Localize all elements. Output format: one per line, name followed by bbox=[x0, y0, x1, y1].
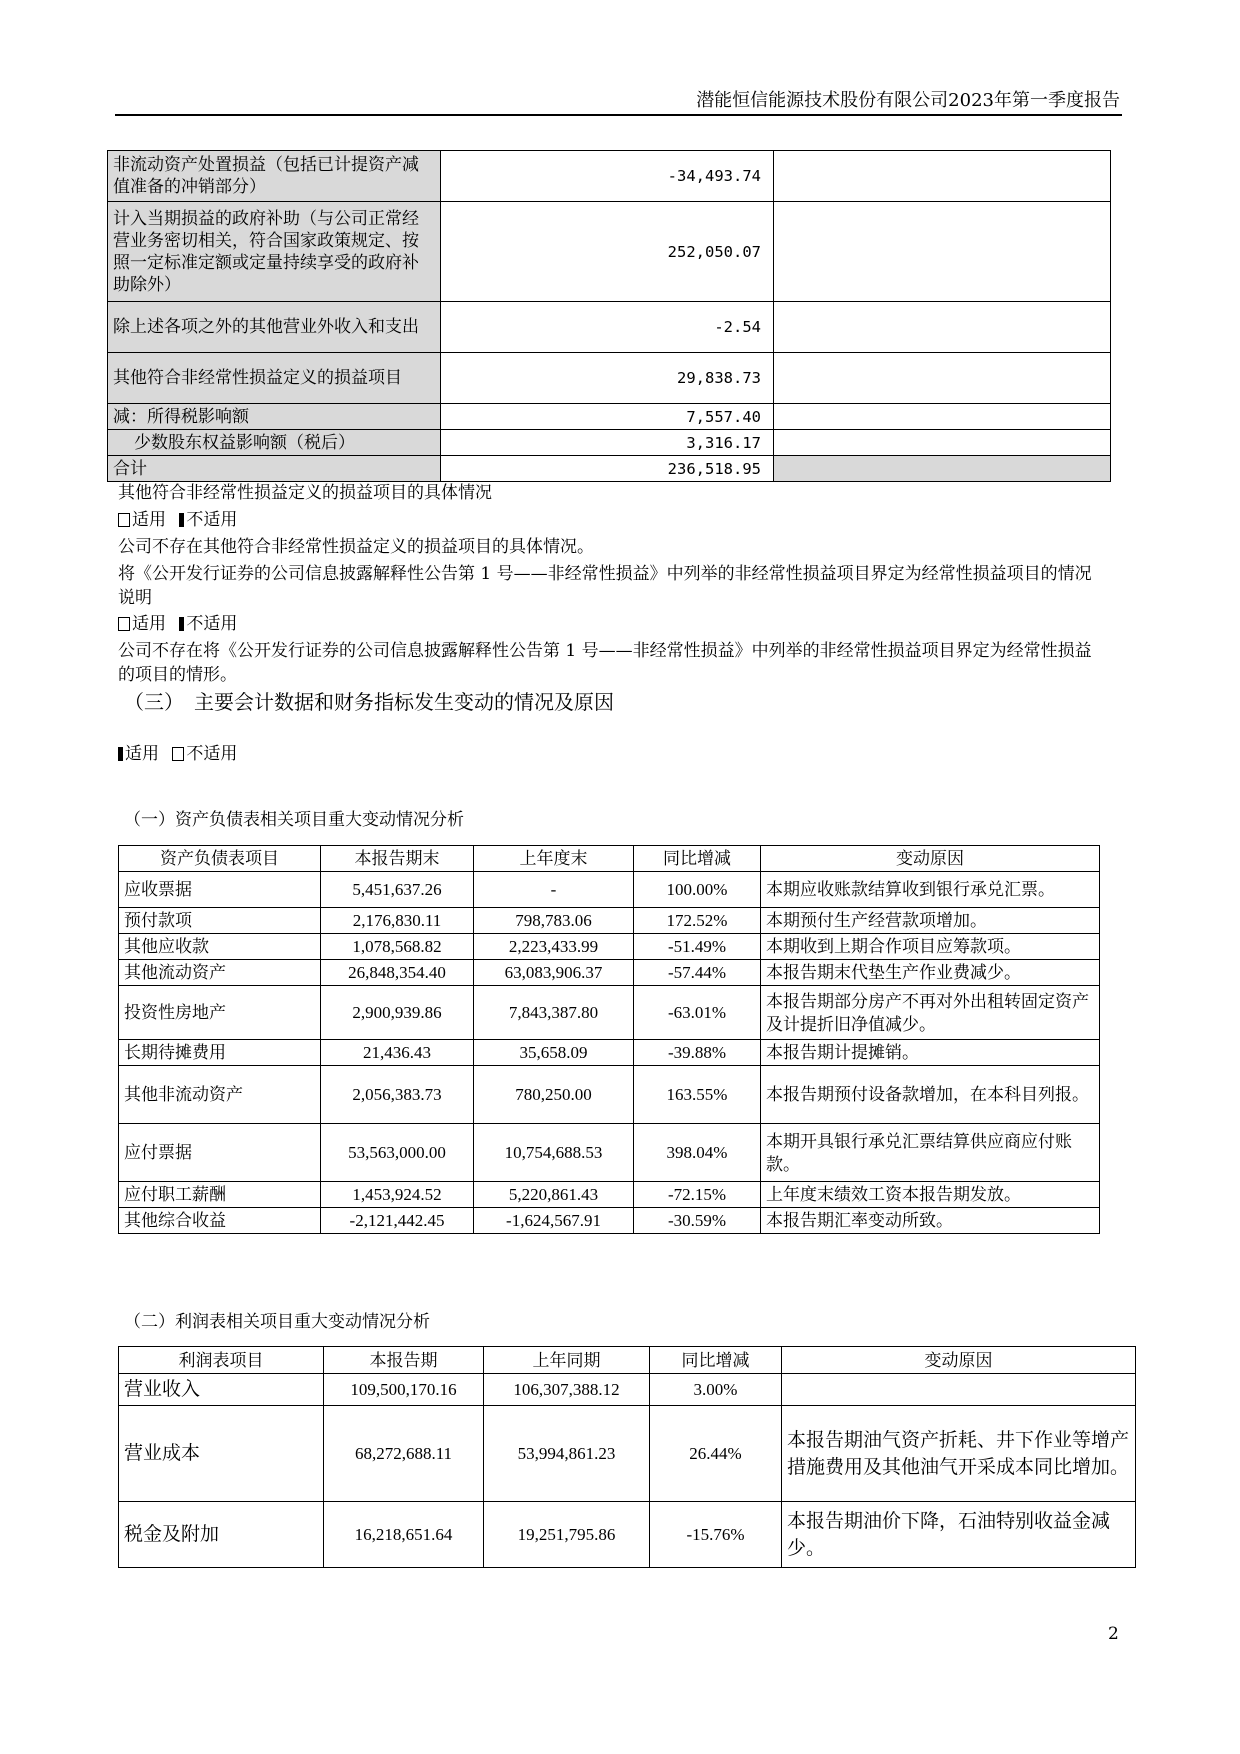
note-cell bbox=[774, 302, 1111, 353]
table-row bbox=[108, 353, 1111, 404]
prior-cell: 10,754,688.53 bbox=[474, 1124, 634, 1182]
current-cell: -2,121,442.45 bbox=[321, 1208, 474, 1234]
prior-cell: 7,843,387.80 bbox=[474, 986, 634, 1040]
change-cell: -51.49% bbox=[634, 934, 761, 960]
current-cell: 2,056,383.73 bbox=[321, 1066, 474, 1124]
reason-cell: 本期开具银行承兑汇票结算供应商应付账款。 bbox=[761, 1124, 1100, 1182]
prior-cell: - bbox=[474, 872, 634, 908]
subsection-heading: （二）利润表相关项目重大变动情况分析 bbox=[124, 1312, 430, 1332]
note-cell bbox=[774, 151, 1111, 202]
current-cell: 1,453,924.52 bbox=[321, 1182, 474, 1208]
item-cell: 其他非流动资产 bbox=[119, 1066, 321, 1124]
item-cell: 税金及附加 bbox=[119, 1502, 324, 1568]
prior-cell: 53,994,861.23 bbox=[484, 1406, 650, 1502]
item-cell: 减：所得税影响额 bbox=[108, 404, 441, 430]
current-cell: 68,272,688.11 bbox=[324, 1406, 484, 1502]
item-cell: 应付职工薪酬 bbox=[119, 1182, 321, 1208]
note-cell bbox=[774, 353, 1111, 404]
section-heading: （三） 主要会计数据和财务指标发生变动的情况及原因 bbox=[124, 690, 614, 714]
reason-cell: 本期收到上期合作项目应筹款项。 bbox=[761, 934, 1100, 960]
reason-cell: 上年度末绩效工资本报告期发放。 bbox=[761, 1182, 1100, 1208]
not-applicable-checkbox[interactable] bbox=[179, 617, 184, 631]
reason-cell: 本报告期部分房产不再对外出租转固定资产及计提折旧净值减少。 bbox=[761, 986, 1100, 1040]
item-cell: 长期待摊费用 bbox=[119, 1040, 321, 1066]
current-cell: 5,451,637.26 bbox=[321, 872, 474, 908]
income-statement-table bbox=[118, 1346, 1136, 1568]
table-row bbox=[119, 1124, 1100, 1182]
table-row bbox=[119, 934, 1100, 960]
current-cell: 2,176,830.11 bbox=[321, 908, 474, 934]
reason-cell: 本报告期油价下降，石油特别收益金减少。 bbox=[782, 1502, 1136, 1568]
change-cell: 163.55% bbox=[634, 1066, 761, 1124]
balance-sheet-table bbox=[118, 845, 1100, 1234]
item-cell: 应付票据 bbox=[119, 1124, 321, 1182]
item-cell: 应收票据 bbox=[119, 872, 321, 908]
change-cell: -57.44% bbox=[634, 960, 761, 986]
prior-cell: 35,658.09 bbox=[474, 1040, 634, 1066]
item-cell: 其他应收款 bbox=[119, 934, 321, 960]
not-applicable-label: 不适用 bbox=[186, 510, 238, 530]
change-cell: -30.59% bbox=[634, 1208, 761, 1234]
paragraph-no-other-items: 公司不存在其他符合非经常性损益定义的损益项目的具体情况。 bbox=[118, 537, 594, 557]
reason-cell bbox=[782, 1374, 1136, 1406]
table-row bbox=[119, 908, 1100, 934]
table-row bbox=[119, 1406, 1136, 1502]
not-applicable-label: 不适用 bbox=[186, 614, 238, 634]
item-cell: 其他流动资产 bbox=[119, 960, 321, 986]
prior-cell: 780,250.00 bbox=[474, 1066, 634, 1124]
page-number: 2 bbox=[1108, 1624, 1119, 1644]
table-row bbox=[119, 1040, 1100, 1066]
applicable-label: 适用 bbox=[132, 614, 166, 634]
prior-cell: 106,307,388.12 bbox=[484, 1374, 650, 1406]
table-row bbox=[119, 1502, 1136, 1568]
column-header: 本报告期末 bbox=[321, 846, 474, 872]
reason-cell: 本期预付生产经营款项增加。 bbox=[761, 908, 1100, 934]
table-row-total bbox=[108, 456, 1111, 482]
prior-cell: 19,251,795.86 bbox=[484, 1502, 650, 1568]
change-cell: 398.04% bbox=[634, 1124, 761, 1182]
reason-cell: 本报告期油气资产折耗、井下作业等增产措施费用及其他油气开采成本同比增加。 bbox=[782, 1406, 1136, 1502]
note-cell bbox=[774, 456, 1111, 482]
table-row bbox=[108, 151, 1111, 202]
not-applicable-label: 不适用 bbox=[186, 744, 238, 764]
change-cell: 172.52% bbox=[634, 908, 761, 934]
prior-cell: 5,220,861.43 bbox=[474, 1182, 634, 1208]
column-header: 资产负债表项目 bbox=[119, 846, 321, 872]
note-cell bbox=[774, 202, 1111, 302]
item-cell: 营业成本 bbox=[119, 1406, 324, 1502]
item-cell: 非流动资产处置损益（包括已计提资产减值准备的冲销部分） bbox=[108, 151, 441, 202]
checkbox-line bbox=[118, 508, 237, 532]
applicable-checkbox[interactable] bbox=[118, 617, 130, 631]
column-header: 利润表项目 bbox=[119, 1347, 324, 1374]
checkbox-line bbox=[118, 612, 237, 636]
change-cell: -39.88% bbox=[634, 1040, 761, 1066]
table-row bbox=[108, 302, 1111, 353]
item-cell: 其他综合收益 bbox=[119, 1208, 321, 1234]
current-cell: 21,436.43 bbox=[321, 1040, 474, 1066]
page-header-title: 潜能恒信能源技术股份有限公司2023年第一季度报告 bbox=[696, 90, 1120, 111]
current-cell: 2,900,939.86 bbox=[321, 986, 474, 1040]
amount-cell: 236,518.95 bbox=[441, 456, 774, 482]
reason-cell: 本报告期末代垫生产作业费减少。 bbox=[761, 960, 1100, 986]
column-header: 本报告期 bbox=[324, 1347, 484, 1374]
prior-cell: 63,083,906.37 bbox=[474, 960, 634, 986]
applicable-label: 适用 bbox=[132, 510, 166, 530]
current-cell: 16,218,651.64 bbox=[324, 1502, 484, 1568]
column-header: 上年度末 bbox=[474, 846, 634, 872]
current-cell: 1,078,568.82 bbox=[321, 934, 474, 960]
table-row bbox=[108, 430, 1111, 456]
amount-cell: 252,050.07 bbox=[441, 202, 774, 302]
table-row bbox=[119, 872, 1100, 908]
current-cell: 53,563,000.00 bbox=[321, 1124, 474, 1182]
table-header-row bbox=[119, 1347, 1136, 1374]
not-applicable-checkbox[interactable] bbox=[172, 747, 184, 761]
prior-cell: -1,624,567.91 bbox=[474, 1208, 634, 1234]
reason-cell: 本报告期计提摊销。 bbox=[761, 1040, 1100, 1066]
applicable-checkbox[interactable] bbox=[118, 513, 130, 527]
checkbox-line bbox=[118, 742, 237, 766]
table-row bbox=[119, 1182, 1100, 1208]
change-cell: -15.76% bbox=[650, 1502, 782, 1568]
not-applicable-checkbox[interactable] bbox=[179, 513, 184, 527]
item-cell: 营业收入 bbox=[119, 1374, 324, 1406]
table-row bbox=[119, 986, 1100, 1040]
paragraph-reclassification-title: 将《公开发行证券的公司信息披露解释性公告第 1 号——非经常性损益》中列举的非经常性损益项目界定为经常性损益项目的情况说明 bbox=[118, 564, 1092, 608]
amount-cell: 7,557.40 bbox=[441, 404, 774, 430]
table-row bbox=[108, 404, 1111, 430]
nonrecurring-table bbox=[107, 150, 1111, 482]
reason-cell: 本期应收账款结算收到银行承兑汇票。 bbox=[761, 872, 1100, 908]
reason-cell: 本报告期汇率变动所致。 bbox=[761, 1208, 1100, 1234]
change-cell: -72.15% bbox=[634, 1182, 761, 1208]
column-header: 同比增减 bbox=[634, 846, 761, 872]
column-header: 变动原因 bbox=[782, 1347, 1136, 1374]
column-header: 上年同期 bbox=[484, 1347, 650, 1374]
table-row bbox=[119, 1066, 1100, 1124]
table-row bbox=[119, 1374, 1136, 1406]
change-cell: -63.01% bbox=[634, 986, 761, 1040]
item-cell: 投资性房地产 bbox=[119, 986, 321, 1040]
item-cell: 少数股东权益影响额（税后） bbox=[108, 430, 441, 456]
column-header: 变动原因 bbox=[761, 846, 1100, 872]
column-header: 同比增减 bbox=[650, 1347, 782, 1374]
table-header-row bbox=[119, 846, 1100, 872]
table-row bbox=[108, 202, 1111, 302]
prior-cell: 2,223,433.99 bbox=[474, 934, 634, 960]
reason-cell: 本报告期预付设备款增加，在本科目列报。 bbox=[761, 1066, 1100, 1124]
header-rule bbox=[115, 114, 1122, 116]
applicable-label: 适用 bbox=[125, 744, 159, 764]
note-cell bbox=[774, 430, 1111, 456]
paragraph-other-items-title: 其他符合非经常性损益定义的损益项目的具体情况 bbox=[118, 483, 492, 503]
table-row bbox=[119, 960, 1100, 986]
paragraph-no-reclassification: 公司不存在将《公开发行证券的公司信息披露解释性公告第 1 号——非经常性损益》中列举的非经常性损益项目界定为经常性损益的项目的情形。 bbox=[118, 641, 1092, 685]
change-cell: 100.00% bbox=[634, 872, 761, 908]
table-row bbox=[119, 1208, 1100, 1234]
item-cell: 预付款项 bbox=[119, 908, 321, 934]
change-cell: 26.44% bbox=[650, 1406, 782, 1502]
change-cell: 3.00% bbox=[650, 1374, 782, 1406]
applicable-checkbox[interactable] bbox=[118, 747, 123, 761]
prior-cell: 798,783.06 bbox=[474, 908, 634, 934]
current-cell: 26,848,354.40 bbox=[321, 960, 474, 986]
item-cell: 合计 bbox=[108, 456, 441, 482]
note-cell bbox=[774, 404, 1111, 430]
amount-cell: 29,838.73 bbox=[441, 353, 774, 404]
item-cell: 除上述各项之外的其他营业外收入和支出 bbox=[108, 302, 441, 353]
item-cell: 其他符合非经常性损益定义的损益项目 bbox=[108, 353, 441, 404]
amount-cell: -2.54 bbox=[441, 302, 774, 353]
amount-cell: -34,493.74 bbox=[441, 151, 774, 202]
subsection-heading: （一）资产负债表相关项目重大变动情况分析 bbox=[124, 810, 464, 830]
item-cell: 计入当期损益的政府补助（与公司正常经营业务密切相关，符合国家政策规定、按照一定标准定额或定量持续享受的政府补助除外） bbox=[108, 202, 441, 302]
amount-cell: 3,316.17 bbox=[441, 430, 774, 456]
current-cell: 109,500,170.16 bbox=[324, 1374, 484, 1406]
